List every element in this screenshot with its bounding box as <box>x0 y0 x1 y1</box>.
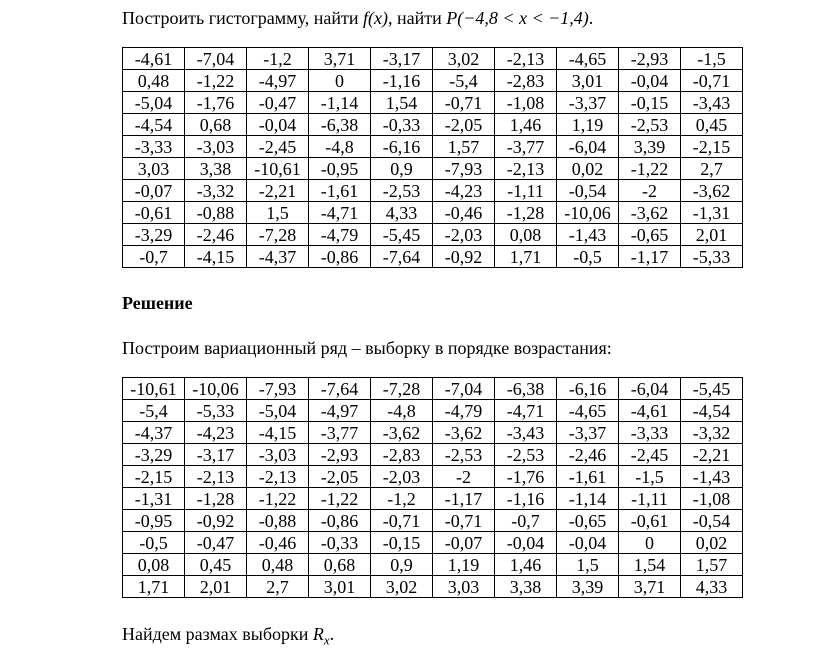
table-row <box>123 488 743 510</box>
table-cell: -0,61 <box>619 510 681 532</box>
table-cell: -0,07 <box>433 532 495 554</box>
table-cell: -6,38 <box>309 114 371 136</box>
table-cell: -1,5 <box>681 48 743 70</box>
table-cell: -2,03 <box>433 224 495 246</box>
table-cell: -1,22 <box>309 488 371 510</box>
table-row <box>123 48 743 70</box>
table-cell: -0,86 <box>309 246 371 268</box>
table-cell: -3,32 <box>681 422 743 444</box>
problem-text-2: , найти <box>387 8 447 28</box>
table-cell: -7,28 <box>247 224 309 246</box>
table-cell: -0,92 <box>185 510 247 532</box>
table-cell: 3,02 <box>371 576 433 598</box>
table-cell: -1,08 <box>681 488 743 510</box>
table-cell: -1,76 <box>185 92 247 114</box>
table-cell: 0,45 <box>185 554 247 576</box>
table-cell: 0 <box>309 70 371 92</box>
table-cell: -1,22 <box>247 488 309 510</box>
table-cell: 2,01 <box>681 224 743 246</box>
table-cell: -2,13 <box>495 158 557 180</box>
table-cell: -1,11 <box>495 180 557 202</box>
data-table <box>122 47 743 268</box>
table-cell: -1,5 <box>619 466 681 488</box>
table-cell: -0,88 <box>247 510 309 532</box>
table-cell: 0,9 <box>371 158 433 180</box>
table-cell: -3,37 <box>557 422 619 444</box>
table-cell: -2,21 <box>247 180 309 202</box>
table-cell: -2,53 <box>371 180 433 202</box>
table-cell: -0,33 <box>309 532 371 554</box>
table-cell: -3,17 <box>371 48 433 70</box>
table-cell: -0,04 <box>247 114 309 136</box>
table-cell: -10,61 <box>123 378 185 400</box>
table-cell: -1,08 <box>495 92 557 114</box>
table-cell: -1,14 <box>309 92 371 114</box>
table-cell: -6,16 <box>371 136 433 158</box>
table-cell: 0,48 <box>123 70 185 92</box>
table-cell: -7,93 <box>433 158 495 180</box>
table-cell: -0,71 <box>371 510 433 532</box>
table-cell: -4,37 <box>123 422 185 444</box>
table-cell: 1,71 <box>495 246 557 268</box>
table-cell: -4,65 <box>557 48 619 70</box>
table-cell: -6,16 <box>557 378 619 400</box>
table-cell: -3,43 <box>495 422 557 444</box>
table-cell: -0,47 <box>247 92 309 114</box>
table-cell: -4,61 <box>123 48 185 70</box>
table-cell: -4,65 <box>557 400 619 422</box>
solution-heading: Решение <box>122 293 193 313</box>
table-cell: -0,5 <box>123 532 185 554</box>
table-cell: 3,38 <box>495 576 557 598</box>
table-cell: 0,08 <box>123 554 185 576</box>
table-cell: 3,38 <box>185 158 247 180</box>
table-cell: -4,97 <box>247 70 309 92</box>
table-row <box>123 444 743 466</box>
table-cell: -7,04 <box>185 48 247 70</box>
table-cell: -1,28 <box>495 202 557 224</box>
table-cell: -7,93 <box>247 378 309 400</box>
table-cell: -7,64 <box>371 246 433 268</box>
table-cell: -3,32 <box>185 180 247 202</box>
table-cell: -7,04 <box>433 378 495 400</box>
table-cell: -4,71 <box>495 400 557 422</box>
table-cell: -4,8 <box>309 136 371 158</box>
table-row <box>123 532 743 554</box>
table-cell: -4,79 <box>433 400 495 422</box>
table-cell: -0,54 <box>681 510 743 532</box>
table-row <box>123 576 743 598</box>
table-cell: -1,61 <box>557 466 619 488</box>
table-cell: -2,05 <box>309 466 371 488</box>
table-cell: -7,64 <box>309 378 371 400</box>
table-cell: -0,5 <box>557 246 619 268</box>
table-cell: -1,11 <box>619 488 681 510</box>
table-cell: -0,71 <box>681 70 743 92</box>
table-cell: -2,05 <box>433 114 495 136</box>
table-row <box>123 246 743 268</box>
table-cell: -1,43 <box>557 224 619 246</box>
table-cell: -3,62 <box>371 422 433 444</box>
table-cell: -1,76 <box>495 466 557 488</box>
table-cell: -4,15 <box>185 246 247 268</box>
table-cell: -0,65 <box>557 510 619 532</box>
table-cell: 1,46 <box>495 554 557 576</box>
table-cell: -0,95 <box>309 158 371 180</box>
table-cell: -3,77 <box>495 136 557 158</box>
range-symbol: $R_x$ <box>312 624 330 648</box>
table-cell: -2,13 <box>495 48 557 70</box>
table-cell: -1,61 <box>309 180 371 202</box>
table-cell: -0,71 <box>433 510 495 532</box>
table-cell: 3,03 <box>123 158 185 180</box>
table-cell: -3,33 <box>123 136 185 158</box>
table-cell: -10,06 <box>185 378 247 400</box>
table-cell: -3,62 <box>681 180 743 202</box>
table-cell: 0 <box>619 532 681 554</box>
table-cell: 1,5 <box>247 202 309 224</box>
table-cell: -2,45 <box>619 444 681 466</box>
table-cell: -2,13 <box>185 466 247 488</box>
table-cell: -1,31 <box>681 202 743 224</box>
variational-series-intro: Построим вариационный ряд – выборку в порядке возрастания: <box>122 338 612 358</box>
table-cell: 0,08 <box>495 224 557 246</box>
table-cell: -3,03 <box>185 136 247 158</box>
table-cell: -7,28 <box>371 378 433 400</box>
table-cell: -4,37 <box>247 246 309 268</box>
table-row <box>123 136 743 158</box>
table-cell: 0,45 <box>681 114 743 136</box>
table-cell: -3,62 <box>619 202 681 224</box>
table-cell: -2,45 <box>247 136 309 158</box>
table-cell: -4,54 <box>123 114 185 136</box>
table-cell: -2,15 <box>681 136 743 158</box>
table-cell: -1,2 <box>247 48 309 70</box>
table-cell: -5,4 <box>123 400 185 422</box>
table-cell: 0,02 <box>557 158 619 180</box>
table-cell: -2,46 <box>557 444 619 466</box>
table-cell: -2,83 <box>371 444 433 466</box>
table-cell: 3,03 <box>433 576 495 598</box>
table-cell: -5,45 <box>681 378 743 400</box>
table-cell: 2,01 <box>185 576 247 598</box>
table-cell: -6,04 <box>557 136 619 158</box>
table-row <box>123 92 743 114</box>
table-cell: -10,61 <box>247 158 309 180</box>
table-cell: -1,16 <box>495 488 557 510</box>
table-cell: -1,16 <box>371 70 433 92</box>
table-cell: 3,01 <box>557 70 619 92</box>
table-cell: 3,02 <box>433 48 495 70</box>
table-cell: -2,15 <box>123 466 185 488</box>
table-cell: 1,54 <box>619 554 681 576</box>
table-cell: 2,7 <box>247 576 309 598</box>
table-cell: -0,04 <box>557 532 619 554</box>
table-cell: -3,17 <box>185 444 247 466</box>
table-cell: -4,8 <box>371 400 433 422</box>
table-cell: -0,65 <box>619 224 681 246</box>
range-text-2: . <box>329 624 335 644</box>
table-row <box>123 158 743 180</box>
table-cell: -5,45 <box>371 224 433 246</box>
table-cell: -5,33 <box>681 246 743 268</box>
table-cell: 0,02 <box>681 532 743 554</box>
table-cell: -4,71 <box>309 202 371 224</box>
problem-text-3: . <box>588 8 594 28</box>
table-cell: -5,04 <box>247 400 309 422</box>
table-cell: -0,15 <box>371 532 433 554</box>
table-cell: -4,23 <box>433 180 495 202</box>
table-cell: -0,47 <box>185 532 247 554</box>
table-row <box>123 114 743 136</box>
table-row <box>123 378 743 400</box>
table-cell: -5,04 <box>123 92 185 114</box>
table-cell: -0,46 <box>247 532 309 554</box>
table-cell: 4,33 <box>371 202 433 224</box>
range-statement <box>122 623 334 652</box>
table-row <box>123 180 743 202</box>
table-cell: -0,95 <box>123 510 185 532</box>
table-cell: 3,01 <box>309 576 371 598</box>
table-cell: -1,17 <box>619 246 681 268</box>
table-cell: -0,46 <box>433 202 495 224</box>
table-cell: -3,29 <box>123 444 185 466</box>
table-cell: -0,71 <box>433 92 495 114</box>
table-cell: -5,4 <box>433 70 495 92</box>
table-row <box>123 202 743 224</box>
table-cell: -3,29 <box>123 224 185 246</box>
table-cell: -2,93 <box>619 48 681 70</box>
table-cell: -1,31 <box>123 488 185 510</box>
table-cell: 0,48 <box>247 554 309 576</box>
table-cell: 1,71 <box>123 576 185 598</box>
table-cell: -2,46 <box>185 224 247 246</box>
table-cell: -10,06 <box>557 202 619 224</box>
table-cell: 0,68 <box>185 114 247 136</box>
table-cell: -4,79 <box>309 224 371 246</box>
table-cell: -0,33 <box>371 114 433 136</box>
table-cell: -0,15 <box>619 92 681 114</box>
table-cell: -4,61 <box>619 400 681 422</box>
table-cell: -5,33 <box>185 400 247 422</box>
table-row <box>123 70 743 92</box>
table-cell: -1,14 <box>557 488 619 510</box>
table-cell: 1,57 <box>681 554 743 576</box>
table-cell: -2,53 <box>495 444 557 466</box>
table-cell: 3,71 <box>619 576 681 598</box>
sorted-table <box>122 377 743 598</box>
table-cell: -1,17 <box>433 488 495 510</box>
table-cell: -0,07 <box>123 180 185 202</box>
table-row <box>123 400 743 422</box>
table-cell: 3,39 <box>619 136 681 158</box>
table-row <box>123 554 743 576</box>
table-cell: 3,71 <box>309 48 371 70</box>
table-cell: -3,43 <box>681 92 743 114</box>
table-cell: -2,53 <box>433 444 495 466</box>
table-cell: 1,57 <box>433 136 495 158</box>
table-cell: -4,15 <box>247 422 309 444</box>
table-cell: -6,38 <box>495 378 557 400</box>
table-row <box>123 224 743 246</box>
table-cell: -0,7 <box>123 246 185 268</box>
table-cell: -0,04 <box>619 70 681 92</box>
table-cell: -2 <box>619 180 681 202</box>
table-cell: -2,83 <box>495 70 557 92</box>
table-cell: -3,33 <box>619 422 681 444</box>
table-cell: 1,5 <box>557 554 619 576</box>
table-row <box>123 510 743 532</box>
table-cell: 3,39 <box>557 576 619 598</box>
table-cell: -3,62 <box>433 422 495 444</box>
table-cell: -2,93 <box>309 444 371 466</box>
range-text-1: Найдем размах выборки <box>122 624 313 644</box>
table-cell: -3,37 <box>557 92 619 114</box>
table-cell: -4,23 <box>185 422 247 444</box>
table-cell: 1,19 <box>433 554 495 576</box>
table-row <box>123 466 743 488</box>
table-cell: 1,46 <box>495 114 557 136</box>
table-cell: -2 <box>433 466 495 488</box>
table-cell: -0,7 <box>495 510 557 532</box>
table-cell: -0,54 <box>557 180 619 202</box>
probability-expression: P(−4,8 < x < −1,4) <box>446 8 589 28</box>
density-function-label: f(x) <box>362 8 388 28</box>
table-cell: -1,22 <box>185 70 247 92</box>
table-cell: -1,28 <box>185 488 247 510</box>
table-cell: -1,43 <box>681 466 743 488</box>
table-row <box>123 422 743 444</box>
table-cell: -2,03 <box>371 466 433 488</box>
table-cell: 1,19 <box>557 114 619 136</box>
table-cell: 1,54 <box>371 92 433 114</box>
table-cell: -3,77 <box>309 422 371 444</box>
table-cell: -2,21 <box>681 444 743 466</box>
table-cell: 0,9 <box>371 554 433 576</box>
table-cell: 2,7 <box>681 158 743 180</box>
table-cell: -2,53 <box>619 114 681 136</box>
table-cell: -0,88 <box>185 202 247 224</box>
problem-text-1: Построить гистограмму, найти <box>122 8 363 28</box>
table-cell: -1,22 <box>619 158 681 180</box>
table-cell: -4,54 <box>681 400 743 422</box>
table-cell: -3,03 <box>247 444 309 466</box>
table-cell: -6,04 <box>619 378 681 400</box>
table-cell: -4,97 <box>309 400 371 422</box>
table-cell: -0,92 <box>433 246 495 268</box>
problem-statement <box>122 7 593 29</box>
table-cell: -2,13 <box>247 466 309 488</box>
table-cell: 0,68 <box>309 554 371 576</box>
table-cell: -1,2 <box>371 488 433 510</box>
table-cell: 4,33 <box>681 576 743 598</box>
table-cell: -0,04 <box>495 532 557 554</box>
table-cell: -0,61 <box>123 202 185 224</box>
table-cell: -0,86 <box>309 510 371 532</box>
